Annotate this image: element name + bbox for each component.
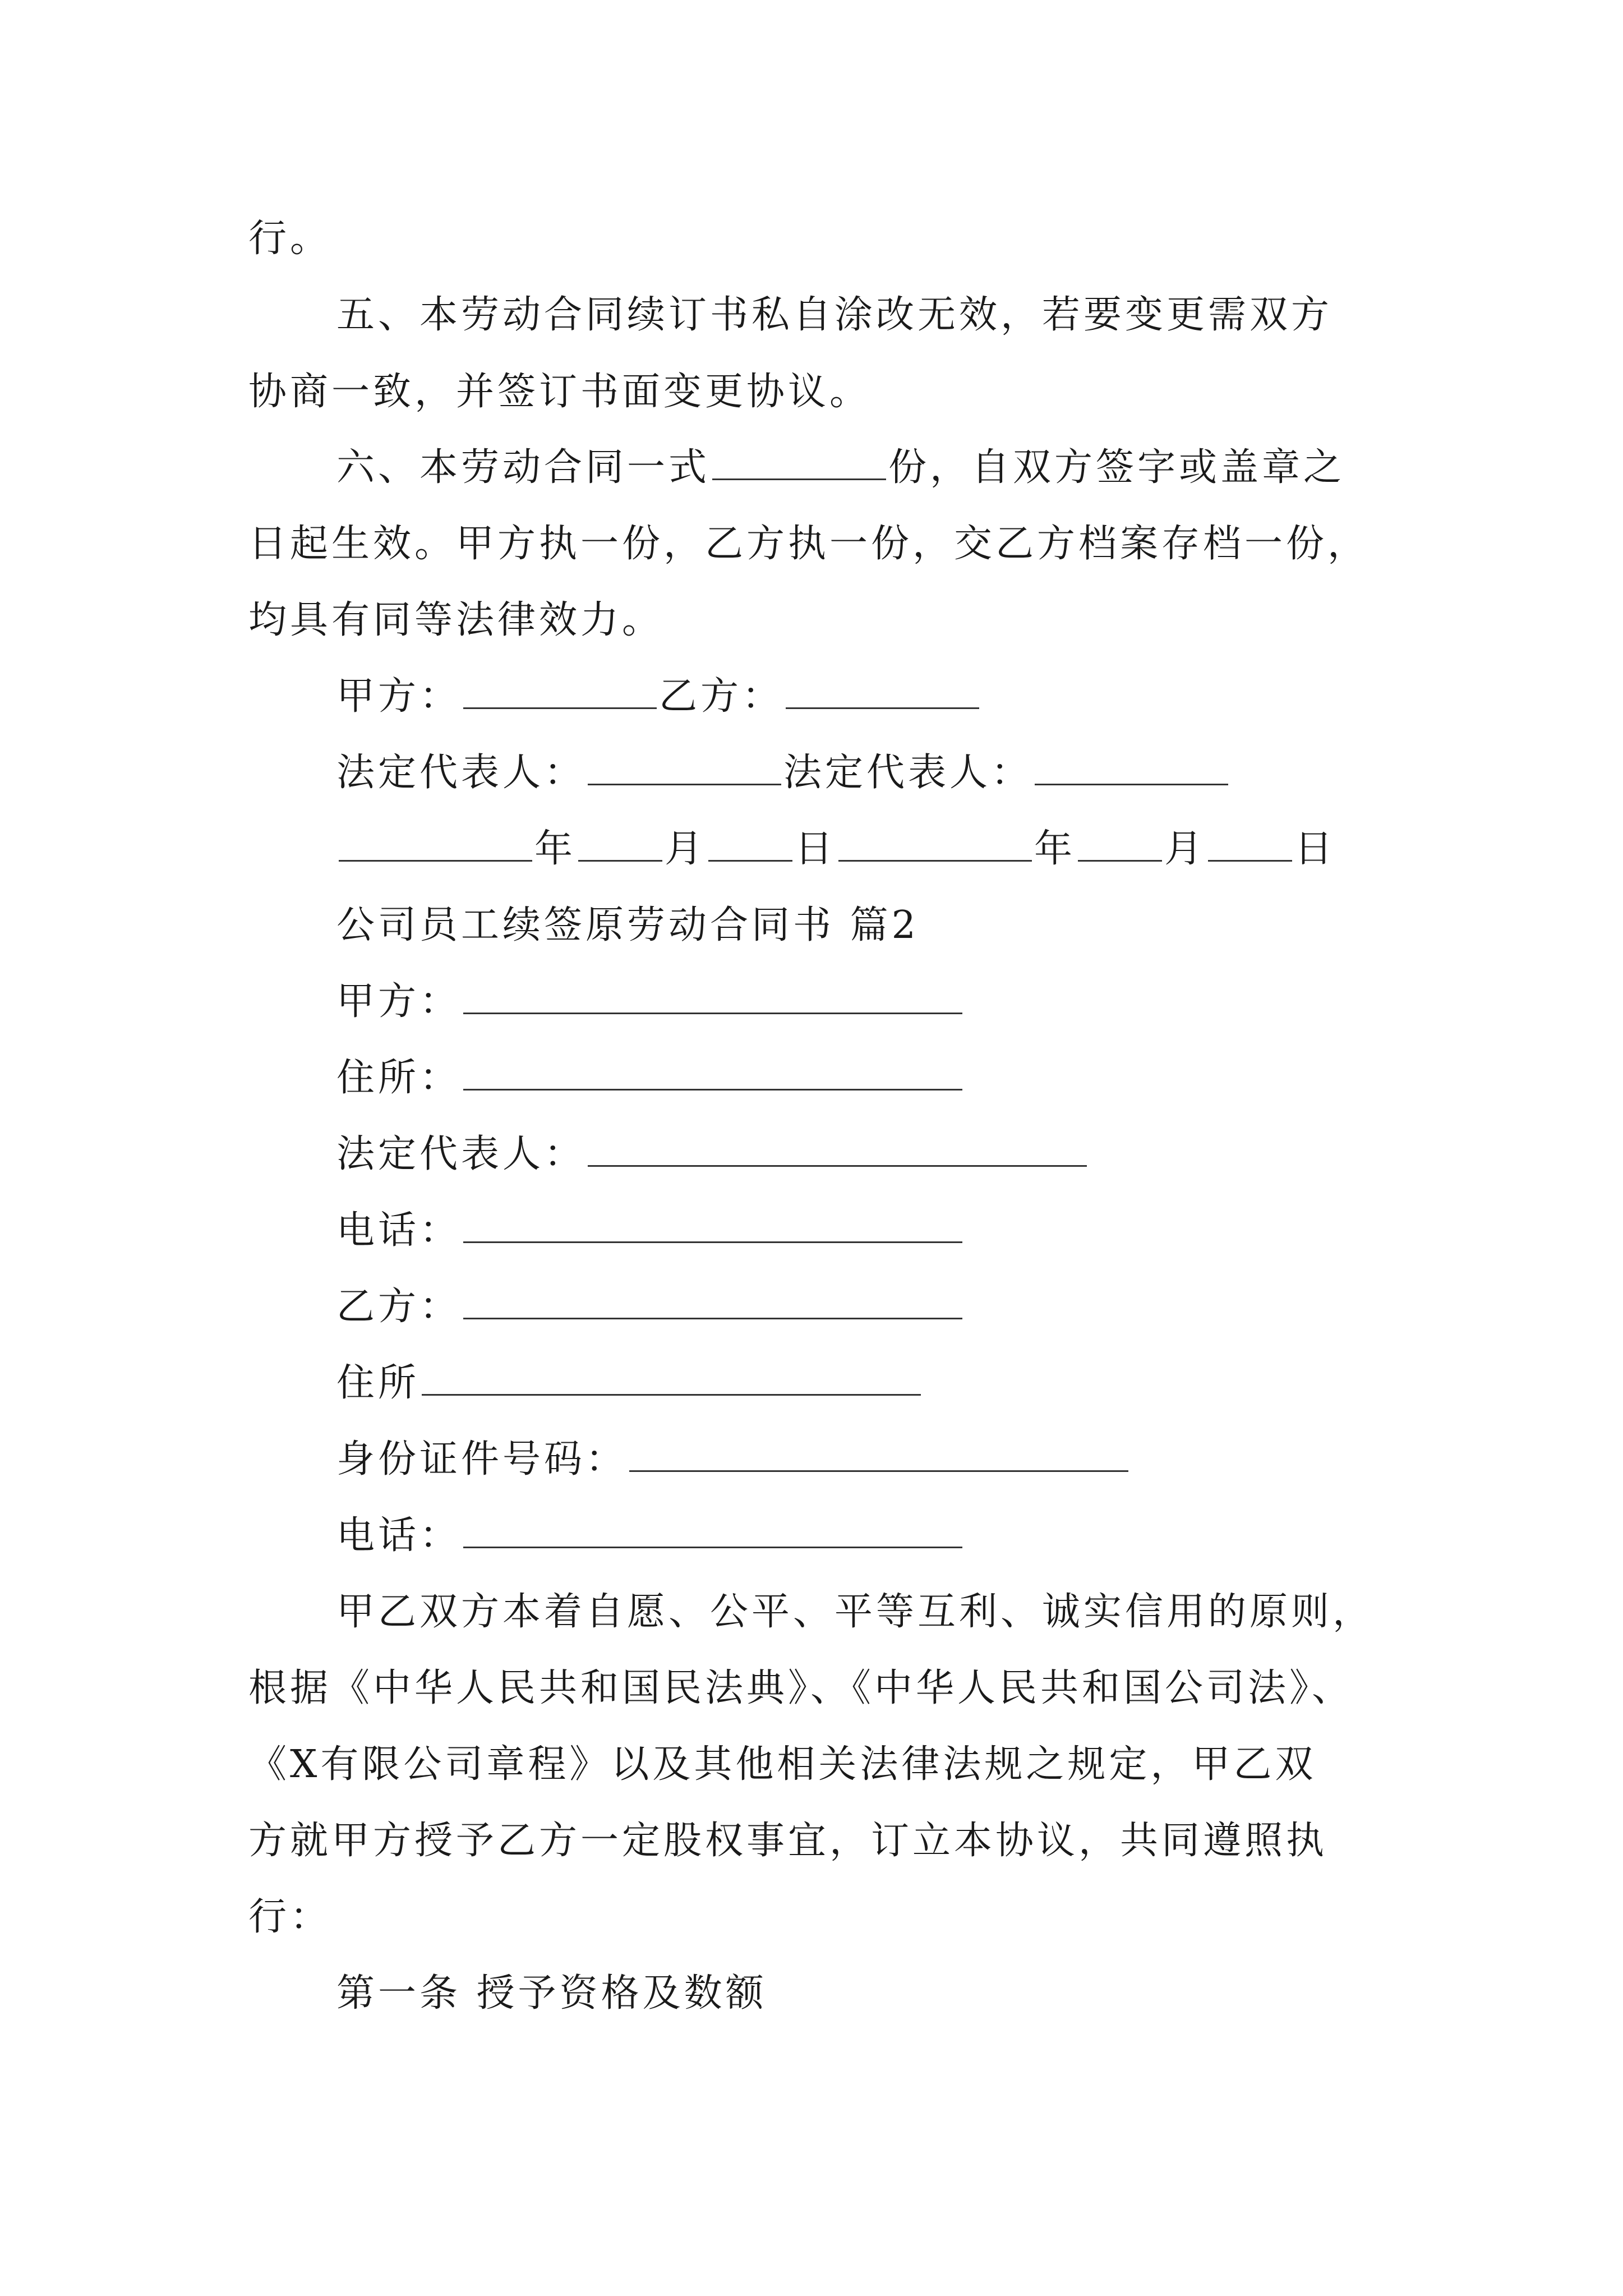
text-span: 份，自双方签字或盖章之 [888, 445, 1345, 490]
field-label: 身份证件号码： [336, 1437, 628, 1481]
text-span: 甲乙双方本着自愿、公平、平等互利、诚实信用的原则， [336, 1590, 1375, 1634]
field-row [336, 1132, 1089, 1176]
rep-a-label: 法定代表人： [336, 751, 586, 795]
field-row [336, 1437, 1131, 1481]
section-heading [336, 903, 919, 947]
text-span: 行。 [248, 217, 332, 261]
copies-blank[interactable] [712, 476, 886, 480]
month-label: 月 [1164, 827, 1206, 871]
year-label: 年 [534, 827, 577, 871]
field-blank[interactable] [588, 1163, 1087, 1167]
text-line [248, 522, 1370, 566]
article-heading [336, 1971, 767, 2016]
text-span: 协商一致，并签订书面变更协议。 [248, 370, 872, 414]
field-blank[interactable] [463, 1010, 962, 1014]
day-label: 日 [1294, 827, 1336, 871]
text-line [248, 1895, 332, 1939]
rep-b-blank[interactable] [1035, 781, 1228, 785]
month-label: 月 [665, 827, 707, 871]
date-b-blank[interactable] [838, 858, 1032, 862]
text-span: 《X有限公司章程》以及其他相关法律法规之规定，甲乙双 [248, 1742, 1317, 1787]
field-row [336, 1056, 965, 1100]
field-blank[interactable] [629, 1468, 1128, 1472]
heading-text: 公司员工续签原劳动合同书 篇2 [336, 903, 919, 947]
day-label: 日 [795, 827, 837, 871]
text-span: 六、本劳动合同一式 [336, 445, 711, 490]
text-span: 方就甲方授予乙方一定股权事宜，订立本协议，共同遵照执 [248, 1819, 1328, 1863]
text-span: 行： [248, 1895, 332, 1939]
field-label: 乙方： [336, 1285, 462, 1329]
text-line [336, 1590, 1375, 1634]
field-blank[interactable] [463, 1087, 962, 1091]
rep-b-label: 法定代表人： [783, 751, 1033, 795]
date-a-blank[interactable] [339, 858, 532, 862]
day-a-blank[interactable] [708, 858, 792, 862]
article-text: 第一条 授予资格及数额 [336, 1971, 767, 2016]
field-label: 住所 [336, 1361, 420, 1405]
text-span: 五、本劳动合同续订书私自涂改无效，若要变更需双方 [336, 293, 1333, 337]
text-span: 根据《中华人民共和国民法典》、《中华人民共和国公司法》、 [248, 1666, 1354, 1710]
text-line [336, 445, 1345, 490]
field-label: 甲方： [336, 979, 462, 1024]
text-span: 均具有同等法律效力。 [248, 598, 664, 642]
year-label: 年 [1034, 827, 1076, 871]
field-blank[interactable] [463, 1544, 962, 1548]
text-line [248, 1819, 1328, 1863]
field-row [336, 1208, 965, 1253]
field-label: 电话： [336, 1513, 462, 1558]
text-span: 日起生效。甲方执一份，乙方执一份，交乙方档案存档一份， [248, 522, 1370, 566]
party-a-blank[interactable] [463, 705, 657, 709]
field-row [336, 979, 965, 1024]
field-label: 法定代表人： [336, 1132, 586, 1176]
date-line [336, 827, 1336, 871]
field-blank[interactable] [422, 1392, 921, 1396]
field-row [336, 1361, 923, 1405]
party-signature-line [336, 674, 981, 719]
text-line [248, 1666, 1354, 1710]
text-line [248, 217, 332, 261]
text-line [248, 370, 872, 414]
month-a-blank[interactable] [578, 858, 662, 862]
day-b-blank[interactable] [1208, 858, 1292, 862]
field-label: 住所： [336, 1056, 462, 1100]
field-blank[interactable] [463, 1239, 962, 1243]
field-row [336, 1513, 965, 1558]
party-a-label: 甲方： [336, 674, 462, 719]
rep-a-blank[interactable] [588, 781, 781, 785]
text-line [248, 598, 664, 642]
field-row [336, 1285, 965, 1329]
party-b-label: 乙方： [659, 674, 784, 719]
field-blank[interactable] [463, 1315, 962, 1319]
text-line [248, 1742, 1317, 1787]
party-b-blank[interactable] [786, 705, 979, 709]
rep-signature-line [336, 751, 1230, 795]
field-label: 电话： [336, 1208, 462, 1253]
month-b-blank[interactable] [1078, 858, 1162, 862]
text-line [336, 293, 1333, 337]
